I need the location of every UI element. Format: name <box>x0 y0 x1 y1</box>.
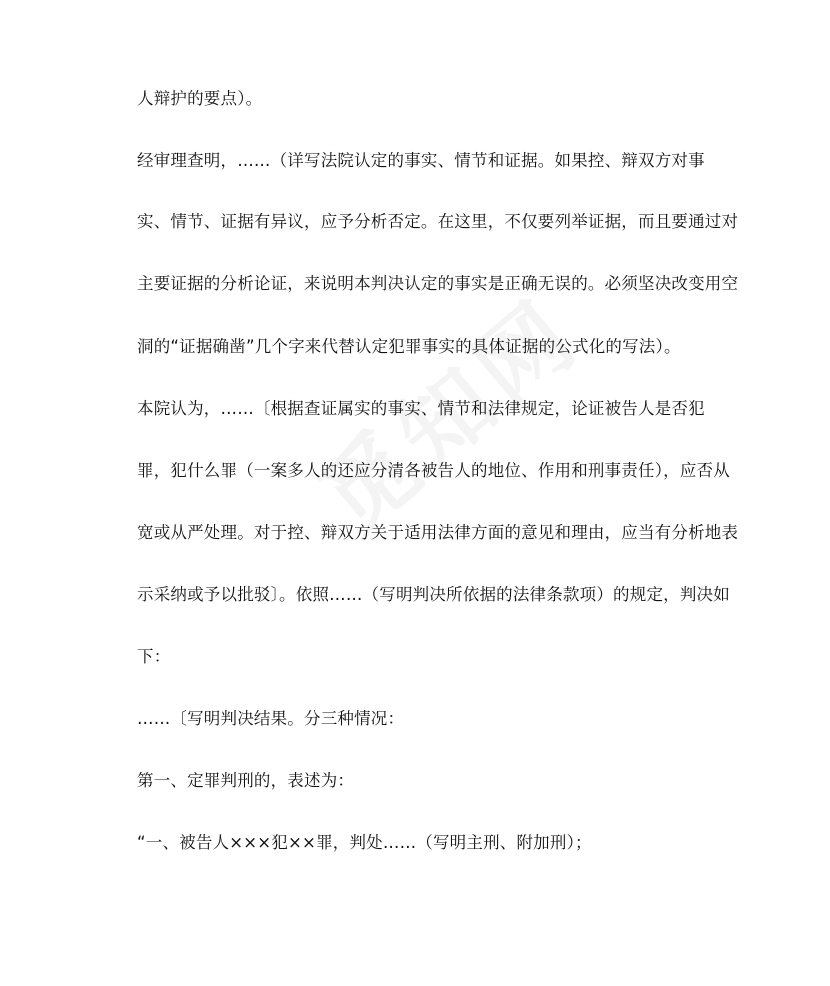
text-line: 经审理查明，……（详写法院认定的事实、情节和证据。如果控、辩双方对事 <box>137 151 705 170</box>
text-line: 人辩护的要点）。 <box>137 89 263 108</box>
text-line: “一、被告人×××犯××罪，判处……（写明主刑、附加刑）； <box>137 833 592 852</box>
watermark <box>252 247 618 613</box>
text-line: 下： <box>137 647 171 666</box>
text-line: 本院认为，……〔根据查证属实的事实、情节和法律规定，论证被告人是否犯 <box>137 399 705 418</box>
text-line: 洞的“证据确凿”几个字来代替认定犯罪事实的具体证据的公式化的写法）。 <box>137 337 681 356</box>
text-line: 示采纳或予以批驳〕。依照……（写明判决所依据的法律条款项）的规定，判决如 <box>137 585 730 604</box>
text-line: 实、情节、证据有异议，应予分析否定。在这里，不仅要列举证据，而且要通过对 <box>137 212 739 231</box>
text-line: 第一、定罪判刑的，表述为： <box>137 771 355 790</box>
text-line: 主要证据的分析论证，来说明本判决认定的事实是正确无误的。必须坚决改变用空 <box>137 274 739 293</box>
text-line: 宽或从严处理。对于控、辩双方关于适用法律方面的意见和理由，应当有分析地表 <box>137 523 739 542</box>
text-line: 罪，犯什么罪（一案多人的还应分清各被告人的地位、作用和刑事责任），应否从 <box>137 461 730 480</box>
text-line: ……〔写明判决结果。分三种情况： <box>137 709 405 728</box>
